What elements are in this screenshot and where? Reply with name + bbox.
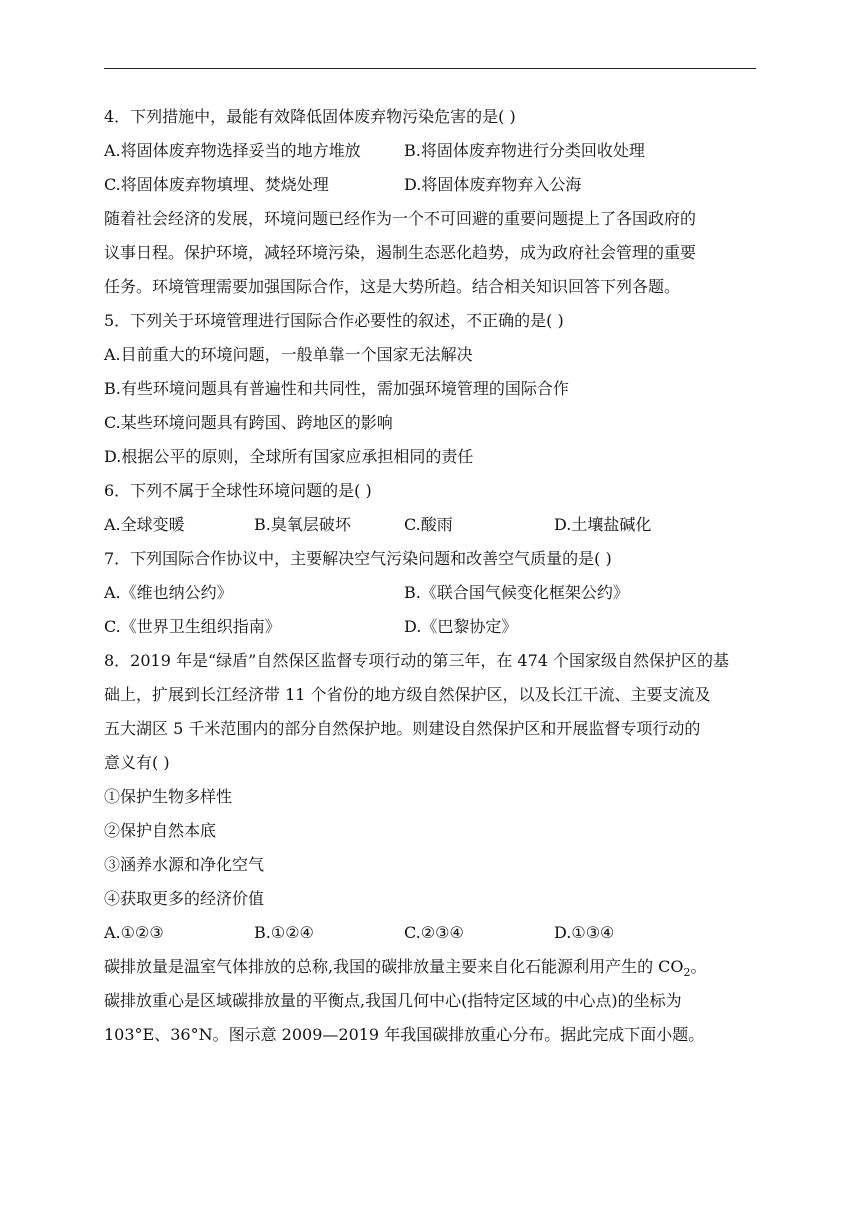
- q8-item: ②保护自然本底: [104, 821, 217, 840]
- passage2-line1-text: 碳排放量是温室气体排放的总称,我国的碳排放量主要来自化石能源利用产生的 CO: [104, 957, 684, 976]
- q6-option-a: A.全球变暖: [104, 515, 185, 534]
- q7-options-row1: [104, 576, 760, 610]
- q8-option-b: B.①②④: [254, 923, 314, 942]
- passage1-line: 议事日程。保护环境，减轻环境污染，遏制生态恶化趋势，成为政府社会管理的重要: [104, 243, 697, 262]
- q6-options: [104, 508, 760, 542]
- q4-option-b: B.将固体废弃物进行分类回收处理: [404, 141, 645, 160]
- q8-stem-line: 8．2019 年是“绿盾”自然保区监督专项行动的第三年，在 474 个国家级自然保护区的基: [104, 651, 730, 670]
- co2-subscript: 2: [683, 966, 691, 980]
- q7-option-d: D.《巴黎协定》: [404, 617, 518, 636]
- q8-stem-line: 础上，扩展到长江经济带 11 个省份的地方级自然保护区，以及长江干流、主要支流及: [104, 685, 711, 704]
- q4-option-a: A.将固体废弃物选择妥当的地方堆放: [104, 141, 361, 160]
- q7-option-a: A.《维也纳公约》: [104, 583, 233, 602]
- q8-option-c: C.②③④: [404, 923, 464, 942]
- q5-option-c: C.某些环境问题具有跨国、跨地区的影响: [104, 413, 393, 432]
- q8-item: ①保护生物多样性: [104, 787, 233, 806]
- q6-option-c: C.酸雨: [404, 515, 453, 534]
- q4-options-row1: [104, 134, 760, 168]
- document-body: [104, 100, 760, 1052]
- q7-option-b: B.《联合国气候变化框架公约》: [404, 583, 629, 602]
- passage1-line: 随着社会经济的发展，环境问题已经作为一个不可回避的重要问题提上了各国政府的: [104, 209, 697, 228]
- passage2-line: [104, 950, 760, 984]
- q5-option-a: A.目前重大的环境问题，一般单靠一个国家无法解决: [104, 345, 473, 364]
- q8-item: ③涵养水源和净化空气: [104, 855, 265, 874]
- q8-item: ④获取更多的经济价值: [104, 889, 265, 908]
- q8-stem-line: 五大湖区 5 千米范围内的部分自然保护地。则建设自然保护区和开展监督专项行动的: [104, 719, 701, 738]
- passage2-line1-end: 。: [690, 957, 707, 976]
- q4-options-row2: [104, 168, 760, 202]
- passage2-line: 碳排放重心是区域碳排放量的平衡点,我国几何中心(指特定区域的中心点)的坐标为: [104, 991, 682, 1010]
- q8-options: [104, 916, 760, 950]
- q8-stem-line: 意义有( ): [104, 753, 170, 772]
- q4-option-c: C.将固体废弃物填埋、焚烧处理: [104, 175, 329, 194]
- q7-options-row2: [104, 610, 760, 644]
- q8-option-d: D.①③④: [554, 923, 615, 942]
- q4-stem: 4．下列措施中，最能有效降低固体废弃物污染危害的是( ): [104, 107, 516, 126]
- q7-stem: 7．下列国际合作协议中，主要解决空气污染问题和改善空气质量的是( ): [104, 549, 612, 568]
- passage1-line: 任务。环境管理需要加强国际合作，这是大势所趋。结合相关知识回答下列各题。: [104, 277, 681, 296]
- q4-option-d: D.将固体废弃物弃入公海: [404, 175, 582, 194]
- q5-option-d: D.根据公平的原则，全球所有国家应承担相同的责任: [104, 447, 474, 466]
- q5-stem: 5．下列关于环境管理进行国际合作必要性的叙述，不正确的是( ): [104, 311, 564, 330]
- q6-option-d: D.土壤盐碱化: [554, 515, 652, 534]
- q8-option-a: A.①②③: [104, 923, 164, 942]
- header-rule: [104, 68, 756, 69]
- q6-option-b: B.臭氧层破坏: [254, 515, 351, 534]
- q7-option-c: C.《世界卫生组织指南》: [104, 617, 281, 636]
- passage2-line: 103°E、36°N。图示意 2009—2019 年我国碳排放重心分布。据此完成下面小题。: [104, 1025, 705, 1044]
- q5-option-b: B.有些环境问题具有普遍性和共同性，需加强环境管理的国际合作: [104, 379, 569, 398]
- q6-stem: 6．下列不属于全球性环境问题的是( ): [104, 481, 372, 500]
